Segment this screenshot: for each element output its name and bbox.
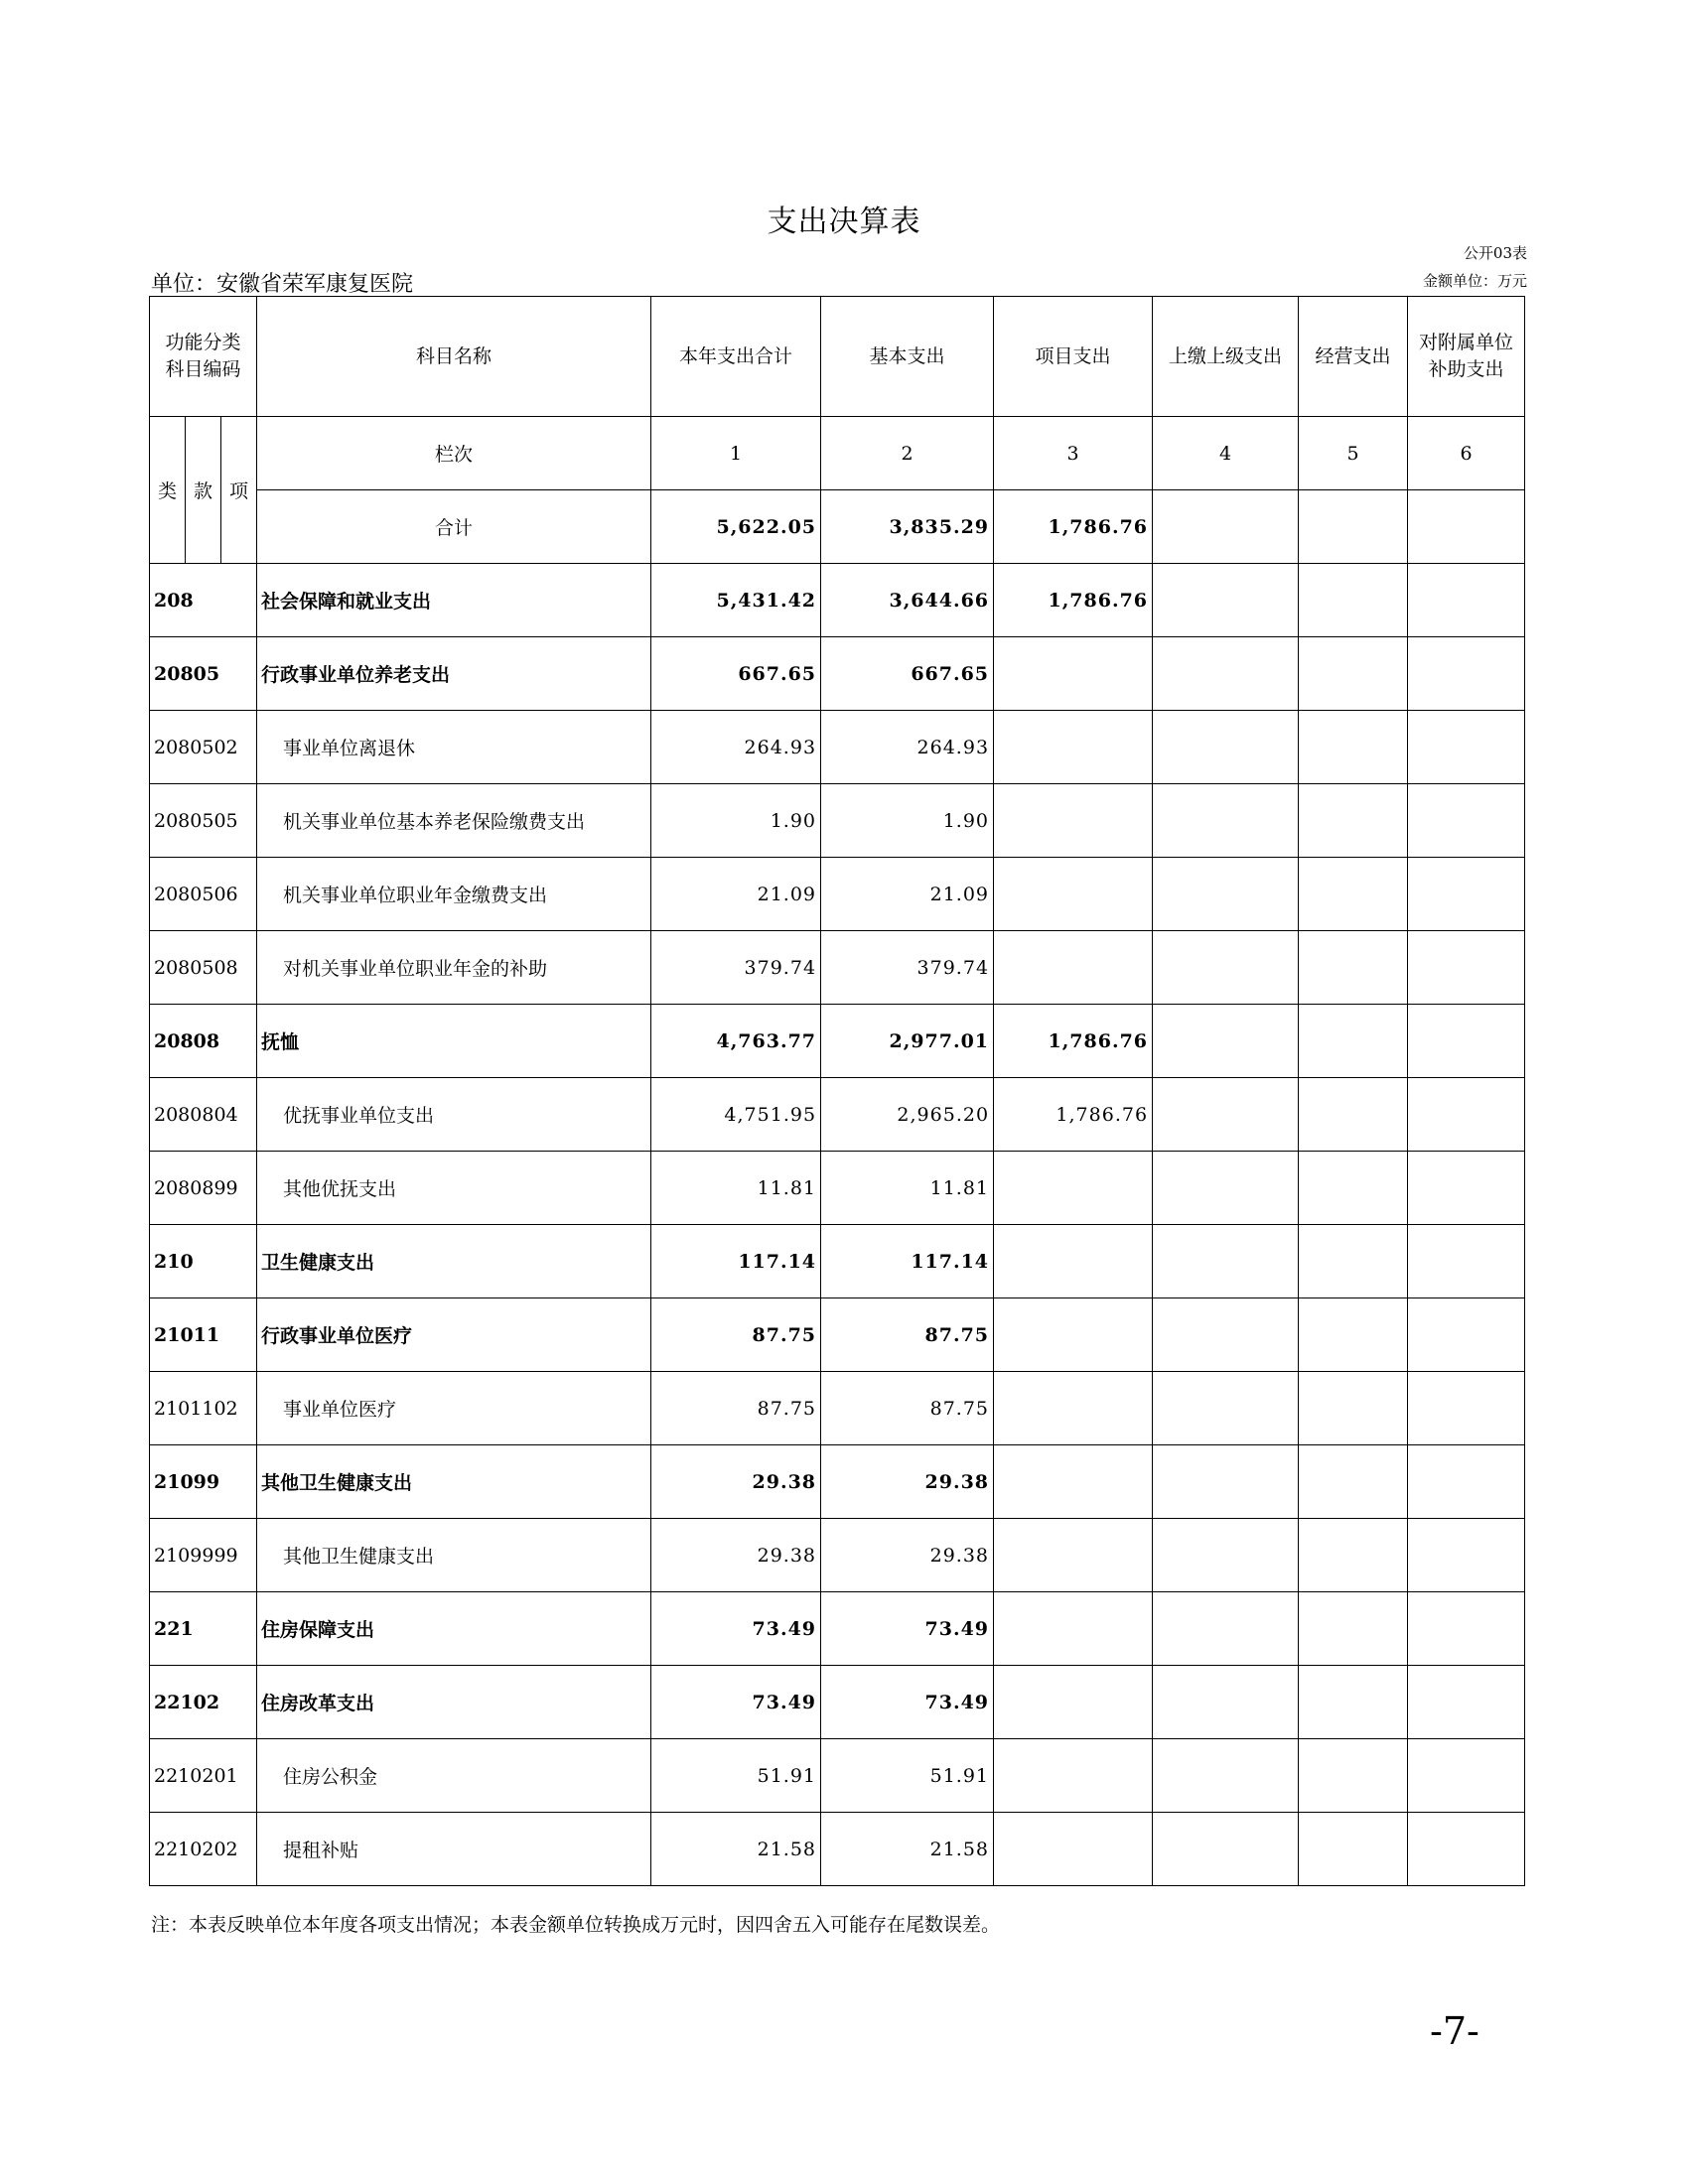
row-name: 抚恤 <box>257 1005 651 1078</box>
row-name: 住房公积金 <box>257 1739 651 1813</box>
row-code: 2210201 <box>150 1739 257 1813</box>
row-total: 29.38 <box>651 1519 821 1592</box>
header-subsidy: 对附属单位补助支出 <box>1408 297 1525 417</box>
row-subsidy <box>1408 1225 1525 1298</box>
row-subsidy <box>1408 1666 1525 1739</box>
row-code: 2080502 <box>150 711 257 784</box>
row-subsidy <box>1408 1078 1525 1152</box>
table-row <box>150 1298 1525 1372</box>
header-kuan: 款 <box>186 417 221 564</box>
table-row <box>150 1666 1525 1739</box>
row-basic: 2,977.01 <box>821 1005 994 1078</box>
row-code: 21011 <box>150 1298 257 1372</box>
row-subsidy <box>1408 1519 1525 1592</box>
row-basic: 29.38 <box>821 1445 994 1519</box>
row-subsidy <box>1408 784 1525 858</box>
row-total: 1.90 <box>651 784 821 858</box>
row-project <box>994 784 1153 858</box>
row-business <box>1299 1078 1408 1152</box>
row-basic: 264.93 <box>821 711 994 784</box>
row-code: 22102 <box>150 1666 257 1739</box>
row-name: 事业单位医疗 <box>257 1372 651 1445</box>
row-name: 卫生健康支出 <box>257 1225 651 1298</box>
amount-unit-label: 金额单位：万元 <box>1422 272 1527 290</box>
row-project <box>994 711 1153 784</box>
row-name: 住房改革支出 <box>257 1666 651 1739</box>
row-basic: 21.09 <box>821 858 994 931</box>
row-basic: 2,965.20 <box>821 1078 994 1152</box>
row-subsidy <box>1408 1372 1525 1445</box>
row-total: 87.75 <box>651 1298 821 1372</box>
row-upper <box>1153 1078 1299 1152</box>
row-project <box>994 1152 1153 1225</box>
row-business <box>1299 858 1408 931</box>
row-total: 379.74 <box>651 931 821 1005</box>
row-business <box>1299 1813 1408 1886</box>
row-code: 208 <box>150 564 257 637</box>
row-project <box>994 1225 1153 1298</box>
row-total: 5,431.42 <box>651 564 821 637</box>
row-total: 667.65 <box>651 637 821 711</box>
row-code: 2080804 <box>150 1078 257 1152</box>
header-lanci: 栏次 <box>257 417 651 490</box>
header-row <box>150 297 1525 417</box>
row-upper <box>1153 1225 1299 1298</box>
row-upper <box>1153 1739 1299 1813</box>
table-row <box>150 1592 1525 1666</box>
row-project <box>994 858 1153 931</box>
expenditure-table <box>149 296 1525 1886</box>
row-total: 4,751.95 <box>651 1078 821 1152</box>
total-subsidy <box>1408 490 1525 564</box>
row-upper <box>1153 1813 1299 1886</box>
row-code: 2080505 <box>150 784 257 858</box>
page-number: -7- <box>1430 2009 1479 2053</box>
row-subsidy <box>1408 1592 1525 1666</box>
row-total: 73.49 <box>651 1592 821 1666</box>
row-business <box>1299 1739 1408 1813</box>
row-subsidy <box>1408 1152 1525 1225</box>
table-row <box>150 564 1525 637</box>
col-index-6: 6 <box>1408 417 1525 490</box>
row-code: 2109999 <box>150 1519 257 1592</box>
row-code: 2101102 <box>150 1372 257 1445</box>
row-subsidy <box>1408 564 1525 637</box>
totals-row <box>150 490 1525 564</box>
row-project: 1,786.76 <box>994 1005 1153 1078</box>
row-basic: 87.75 <box>821 1372 994 1445</box>
row-basic: 11.81 <box>821 1152 994 1225</box>
row-project <box>994 1298 1153 1372</box>
row-name: 行政事业单位养老支出 <box>257 637 651 711</box>
row-code: 210 <box>150 1225 257 1298</box>
row-project: 1,786.76 <box>994 564 1153 637</box>
row-upper <box>1153 1592 1299 1666</box>
header-upper: 上缴上级支出 <box>1153 297 1299 417</box>
row-code: 21099 <box>150 1445 257 1519</box>
row-upper <box>1153 1445 1299 1519</box>
row-total: 264.93 <box>651 711 821 784</box>
header-xiang: 项 <box>221 417 257 564</box>
row-business <box>1299 1592 1408 1666</box>
col-index-3: 3 <box>994 417 1153 490</box>
row-upper <box>1153 1519 1299 1592</box>
page-title: 支出决算表 <box>767 205 921 239</box>
header-name: 科目名称 <box>257 297 651 417</box>
header-project: 项目支出 <box>994 297 1153 417</box>
row-subsidy <box>1408 931 1525 1005</box>
col-index-4: 4 <box>1153 417 1299 490</box>
row-total: 51.91 <box>651 1739 821 1813</box>
row-project <box>994 1372 1153 1445</box>
col-index-2: 2 <box>821 417 994 490</box>
header-code: 功能分类科目编码 <box>150 297 257 417</box>
row-project: 1,786.76 <box>994 1078 1153 1152</box>
total-project: 1,786.76 <box>994 490 1153 564</box>
row-business <box>1299 1666 1408 1739</box>
row-code: 20805 <box>150 637 257 711</box>
row-business <box>1299 1519 1408 1592</box>
row-business <box>1299 1005 1408 1078</box>
row-project <box>994 637 1153 711</box>
table-row <box>150 1372 1525 1445</box>
form-number: 公开03表 <box>1463 244 1527 262</box>
total-basic: 3,835.29 <box>821 490 994 564</box>
table-row <box>150 858 1525 931</box>
row-business <box>1299 1298 1408 1372</box>
total-total: 5,622.05 <box>651 490 821 564</box>
row-total: 29.38 <box>651 1445 821 1519</box>
col-index-1: 1 <box>651 417 821 490</box>
row-project <box>994 1739 1153 1813</box>
row-code: 2080508 <box>150 931 257 1005</box>
table-row <box>150 637 1525 711</box>
row-project <box>994 1813 1153 1886</box>
row-name: 提租补贴 <box>257 1813 651 1886</box>
total-business <box>1299 490 1408 564</box>
table-row <box>150 1078 1525 1152</box>
row-business <box>1299 931 1408 1005</box>
row-subsidy <box>1408 711 1525 784</box>
row-code: 2080506 <box>150 858 257 931</box>
row-subsidy <box>1408 1445 1525 1519</box>
row-project <box>994 1666 1153 1739</box>
row-business <box>1299 711 1408 784</box>
row-name: 对机关事业单位职业年金的补助 <box>257 931 651 1005</box>
row-upper <box>1153 858 1299 931</box>
row-business <box>1299 784 1408 858</box>
table-row <box>150 1813 1525 1886</box>
total-upper <box>1153 490 1299 564</box>
row-business <box>1299 637 1408 711</box>
row-total: 21.58 <box>651 1813 821 1886</box>
column-index-row <box>150 417 1525 490</box>
row-business <box>1299 1152 1408 1225</box>
table-row <box>150 1519 1525 1592</box>
header-business: 经营支出 <box>1299 297 1408 417</box>
table-row <box>150 711 1525 784</box>
row-upper <box>1153 1666 1299 1739</box>
row-project <box>994 1445 1153 1519</box>
row-basic: 1.90 <box>821 784 994 858</box>
row-subsidy <box>1408 1005 1525 1078</box>
row-name: 优抚事业单位支出 <box>257 1078 651 1152</box>
row-name: 社会保障和就业支出 <box>257 564 651 637</box>
row-business <box>1299 1225 1408 1298</box>
row-business <box>1299 1445 1408 1519</box>
table-row <box>150 1739 1525 1813</box>
row-project <box>994 1592 1153 1666</box>
header-total: 本年支出合计 <box>651 297 821 417</box>
row-project <box>994 931 1153 1005</box>
footnote: 注：本表反映单位本年度各项支出情况；本表金额单位转换成万元时，因四舍五入可能存在尾数误差。 <box>151 1914 1001 1936</box>
row-basic: 29.38 <box>821 1519 994 1592</box>
row-total: 87.75 <box>651 1372 821 1445</box>
row-business <box>1299 1372 1408 1445</box>
row-total: 73.49 <box>651 1666 821 1739</box>
row-total: 4,763.77 <box>651 1005 821 1078</box>
unit-label: 单位：安徽省荣军康复医院 <box>151 272 414 297</box>
row-name: 机关事业单位基本养老保险缴费支出 <box>257 784 651 858</box>
row-upper <box>1153 1005 1299 1078</box>
row-subsidy <box>1408 858 1525 931</box>
row-basic: 73.49 <box>821 1592 994 1666</box>
table-row <box>150 1225 1525 1298</box>
row-upper <box>1153 711 1299 784</box>
row-basic: 3,644.66 <box>821 564 994 637</box>
row-name: 行政事业单位医疗 <box>257 1298 651 1372</box>
row-total: 11.81 <box>651 1152 821 1225</box>
row-upper <box>1153 784 1299 858</box>
row-name: 机关事业单位职业年金缴费支出 <box>257 858 651 931</box>
row-basic: 21.58 <box>821 1813 994 1886</box>
row-upper <box>1153 1298 1299 1372</box>
row-code: 2210202 <box>150 1813 257 1886</box>
header-lei: 类 <box>150 417 186 564</box>
table-row <box>150 1152 1525 1225</box>
row-upper <box>1153 637 1299 711</box>
row-name: 其他卫生健康支出 <box>257 1519 651 1592</box>
row-total: 117.14 <box>651 1225 821 1298</box>
row-subsidy <box>1408 1739 1525 1813</box>
row-business <box>1299 564 1408 637</box>
row-basic: 87.75 <box>821 1298 994 1372</box>
row-upper <box>1153 931 1299 1005</box>
row-project <box>994 1519 1153 1592</box>
row-code: 221 <box>150 1592 257 1666</box>
table-row <box>150 1445 1525 1519</box>
row-basic: 51.91 <box>821 1739 994 1813</box>
table-row <box>150 931 1525 1005</box>
row-upper <box>1153 564 1299 637</box>
row-name: 住房保障支出 <box>257 1592 651 1666</box>
row-name: 其他优抚支出 <box>257 1152 651 1225</box>
row-basic: 73.49 <box>821 1666 994 1739</box>
row-total: 21.09 <box>651 858 821 931</box>
row-subsidy <box>1408 637 1525 711</box>
row-basic: 117.14 <box>821 1225 994 1298</box>
row-upper <box>1153 1372 1299 1445</box>
row-name: 其他卫生健康支出 <box>257 1445 651 1519</box>
row-name: 事业单位离退休 <box>257 711 651 784</box>
row-subsidy <box>1408 1813 1525 1886</box>
table-row <box>150 784 1525 858</box>
table-row <box>150 1005 1525 1078</box>
header-basic: 基本支出 <box>821 297 994 417</box>
header-heji: 合计 <box>257 490 651 564</box>
row-code: 2080899 <box>150 1152 257 1225</box>
row-basic: 379.74 <box>821 931 994 1005</box>
row-upper <box>1153 1152 1299 1225</box>
row-subsidy <box>1408 1298 1525 1372</box>
row-code: 20808 <box>150 1005 257 1078</box>
col-index-5: 5 <box>1299 417 1408 490</box>
row-basic: 667.65 <box>821 637 994 711</box>
